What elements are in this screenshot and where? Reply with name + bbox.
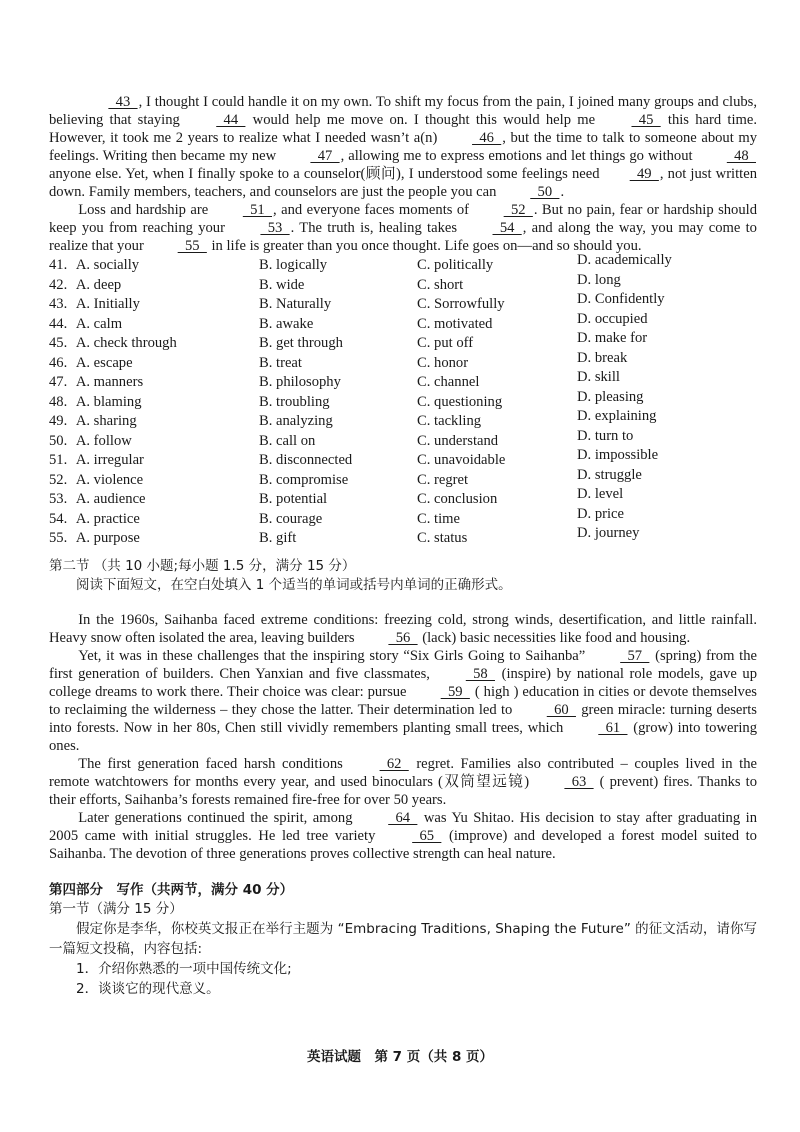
option-a: 42. A. deep bbox=[49, 276, 259, 296]
option-d: D. skill bbox=[577, 369, 620, 385]
answer-blank-53: 53 bbox=[260, 220, 290, 236]
option-b: B. philosophy bbox=[259, 374, 341, 390]
answer-blank-48: 48 bbox=[726, 148, 756, 164]
option-c: C. motivated bbox=[417, 315, 493, 332]
option-c: C. unavoidable bbox=[417, 452, 506, 468]
answer-blank-47: 47 bbox=[310, 148, 340, 164]
option-b: B. analyzing bbox=[259, 413, 333, 429]
option-a: 51. A. irregular bbox=[49, 451, 259, 471]
question-number: 43. bbox=[49, 296, 68, 312]
option-d: D. academically bbox=[577, 252, 672, 268]
option-a: 46. A. escape bbox=[49, 354, 259, 374]
option-a: 44. A. calm bbox=[49, 315, 259, 335]
option-d: D. occupied bbox=[577, 310, 648, 327]
answer-blank-63: 63 bbox=[564, 773, 594, 790]
answer-blank-58: 58 bbox=[465, 665, 495, 682]
option-b: B. troubling bbox=[259, 393, 330, 410]
option-d: D. impossible bbox=[577, 447, 659, 463]
option-c: C. channel bbox=[417, 374, 480, 390]
answer-blank-45: 45 bbox=[631, 112, 661, 128]
answer-blank-54: 54 bbox=[492, 220, 522, 236]
option-b: B. get through bbox=[259, 335, 343, 351]
option-c: C. politically bbox=[417, 257, 494, 273]
question-number: 49. bbox=[49, 413, 68, 429]
answer-blank-44: 44 bbox=[216, 112, 246, 128]
grammar-paragraph-4: Later generations continued the spirit, among 64 was Yu Shitao. His decision to stay after graduating in 2005 came with initial struggles. He led tree variety 65 (improve) and developed a forest model suited to Saihanba. The devotion of three generations proves collective strength can heal nature. bbox=[49, 809, 758, 862]
writing-requirement-2: 2．谈谈它的现代意义。 bbox=[76, 980, 220, 997]
option-d: D. break bbox=[577, 349, 628, 366]
cloze-paragraph-2: Loss and hardship are 51 , and everyone faces moments of 52 . But no pain, fear or hardship should keep you from reaching your 53 . The truth is, healing takes 54 , and along the way, you may come to realize that your 55 in life is greater than you once thought. Life goes on—and so should you. bbox=[49, 202, 757, 254]
option-b: B. potential bbox=[259, 491, 328, 507]
question-number: 53. bbox=[49, 491, 68, 507]
option-c: C. put off bbox=[417, 335, 474, 351]
option-b: B. wide bbox=[259, 276, 305, 293]
option-a: 43. A. Initially bbox=[49, 295, 259, 315]
grammar-paragraph-3: The first generation faced harsh conditions 62 regret. Families also contributed – couples lived in the remote watchtowers for months every year, and used binoculars (双筒望远镜) 63 ( prevent) fires. Thanks to their efforts, Saihanba’s forests remained fire-free for over 50 years. bbox=[49, 755, 757, 808]
option-d: D. make for bbox=[577, 330, 648, 346]
question-number: 54. bbox=[49, 510, 68, 527]
option-b: B. gift bbox=[259, 530, 297, 546]
exam-page bbox=[49, 93, 757, 999]
answer-blank-60: 60 bbox=[546, 701, 576, 718]
option-b: B. awake bbox=[259, 315, 314, 332]
option-b: B. logically bbox=[259, 257, 328, 273]
option-b: B. compromise bbox=[259, 471, 349, 488]
part4-section1-heading: 第一节（满分 15 分） bbox=[49, 900, 183, 917]
answer-blank-61: 61 bbox=[598, 719, 628, 736]
option-a: 53. A. audience bbox=[49, 490, 259, 510]
question-number: 41. bbox=[49, 257, 68, 273]
option-c: C. tackling bbox=[417, 413, 482, 429]
question-number: 47. bbox=[49, 374, 68, 390]
option-a: 45. A. check through bbox=[49, 334, 259, 354]
page-footer: 英语试题 第 7 页（共 8 页） bbox=[306, 1049, 494, 1065]
option-b: B. Naturally bbox=[259, 296, 332, 312]
question-number: 42. bbox=[49, 276, 68, 293]
answer-blank-46: 46 bbox=[472, 130, 502, 146]
answer-blank-43: 43 bbox=[108, 94, 138, 110]
question-number: 50. bbox=[49, 432, 68, 449]
option-a: 54. A. practice bbox=[49, 510, 259, 530]
option-c: C. time bbox=[417, 510, 460, 527]
answer-blank-62: 62 bbox=[379, 755, 409, 772]
option-d: D. struggle bbox=[577, 466, 642, 483]
option-a: 41. A. socially bbox=[49, 256, 259, 276]
option-c: C. conclusion bbox=[417, 491, 498, 507]
section2-heading: 第二节 （共 10 小题;每小题 1.5 分，满分 15 分） bbox=[49, 557, 356, 574]
writing-prompt: 假定你是李华，你校英文报正在举行主题为 “Embracing Traditions, Shaping the Future” 的征文活动，请你写一篇短文投稿，内容包括: bbox=[49, 920, 757, 957]
option-d: D. turn to bbox=[577, 427, 634, 444]
option-d: D. level bbox=[577, 486, 624, 502]
grammar-paragraph-2: Yet, it was in these challenges that the inspiring story “Six Girls Going to Saihanba” 57 (spring) from the first generation of builders. Chen Yanxian and five classmates, 58 (inspire) by national role models, gave up college dreams to work there. Their choice was clear: pursue 59 ( high ) education in cities or devote themselves to reclaiming the wilderness – they chose the latter. Their determination led to 60 green miracle: turning deserts into forests. Now in her 80s, Chen still vividly remembers planting small trees, which 61 (grow) into towering ones. bbox=[49, 647, 758, 754]
option-c: C. Sorrowfully bbox=[417, 296, 505, 312]
option-b: B. call on bbox=[259, 432, 316, 449]
option-c: C. understand bbox=[417, 432, 499, 449]
option-b: B. disconnected bbox=[259, 452, 353, 468]
answer-blank-52: 52 bbox=[503, 202, 533, 218]
option-d: D. explaining bbox=[577, 408, 657, 424]
option-c: C. questioning bbox=[417, 393, 503, 410]
question-number: 51. bbox=[49, 452, 68, 468]
question-number: 52. bbox=[49, 471, 68, 488]
answer-blank-51: 51 bbox=[242, 202, 273, 218]
answer-blank-64: 64 bbox=[388, 809, 418, 826]
option-a: 47. A. manners bbox=[49, 373, 259, 393]
writing-requirement-1: 1．介绍你熟悉的一项中国传统文化; bbox=[76, 960, 292, 977]
option-a: 55. A. purpose bbox=[49, 529, 259, 549]
option-a: 49. A. sharing bbox=[49, 412, 259, 432]
option-c: C. honor bbox=[417, 354, 469, 371]
part4-heading: 第四部分 写作（共两节，满分 40 分） bbox=[49, 881, 294, 898]
option-d: D. journey bbox=[577, 525, 640, 541]
answer-blank-57: 57 bbox=[620, 647, 650, 664]
option-row-55 bbox=[49, 525, 757, 549]
answer-blank-65: 65 bbox=[412, 827, 442, 844]
section2-instruction: 阅读下面短文，在空白处填入 1 个适当的单词或括号内单词的正确形式。 bbox=[76, 576, 512, 593]
option-a: 52. A. violence bbox=[49, 471, 259, 491]
grammar-paragraph-1: In the 1960s, Saihanba faced extreme conditions: freezing cold, strong winds, desertification, and little rainfall. Heavy snow often isolated the area, leaving builders 56 (lack) basic necessities like food and housing. bbox=[49, 611, 757, 646]
answer-blank-50: 50 bbox=[530, 184, 560, 200]
option-c: C. regret bbox=[417, 471, 469, 488]
answer-blank-56: 56 bbox=[388, 629, 418, 646]
question-number: 48. bbox=[49, 393, 68, 410]
question-number: 44. bbox=[49, 315, 68, 332]
option-a: 50. A. follow bbox=[49, 432, 259, 452]
option-d: D. price bbox=[577, 505, 625, 522]
option-a: 48. A. blaming bbox=[49, 393, 259, 413]
option-c: C. status bbox=[417, 530, 468, 546]
question-number: 55. bbox=[49, 530, 68, 546]
answer-blank-55: 55 bbox=[177, 238, 207, 254]
option-d: D. Confidently bbox=[577, 291, 665, 307]
option-c: C. short bbox=[417, 276, 464, 293]
cloze-options bbox=[49, 252, 757, 549]
question-number: 45. bbox=[49, 335, 68, 351]
option-b: B. treat bbox=[259, 354, 302, 371]
option-d: D. long bbox=[577, 271, 621, 288]
option-d: D. pleasing bbox=[577, 388, 644, 405]
answer-blank-59: 59 bbox=[440, 683, 470, 700]
option-b: B. courage bbox=[259, 510, 323, 527]
answer-blank-49: 49 bbox=[629, 166, 659, 182]
question-number: 46. bbox=[49, 354, 68, 371]
cloze-paragraph-1: 43 , I thought I could handle it on my own. To shift my focus from the pain, I joined many groups and clubs, believing that staying 44 would help me move on. I thought this would help me 45 this hard time. However, it took me 2 years to realize what I needed wasn’t a(n) 46 , but the time to talk to someone about my feelings. Writing then became my new 47 , allowing me to express emotions and let things go without 48 anyone else. Yet, when I finally spoke to a counselor(顾问), I understood some feelings need 49 , not just written down. Family members, teachers, and counselors are just the people you can 50 . bbox=[49, 94, 757, 200]
